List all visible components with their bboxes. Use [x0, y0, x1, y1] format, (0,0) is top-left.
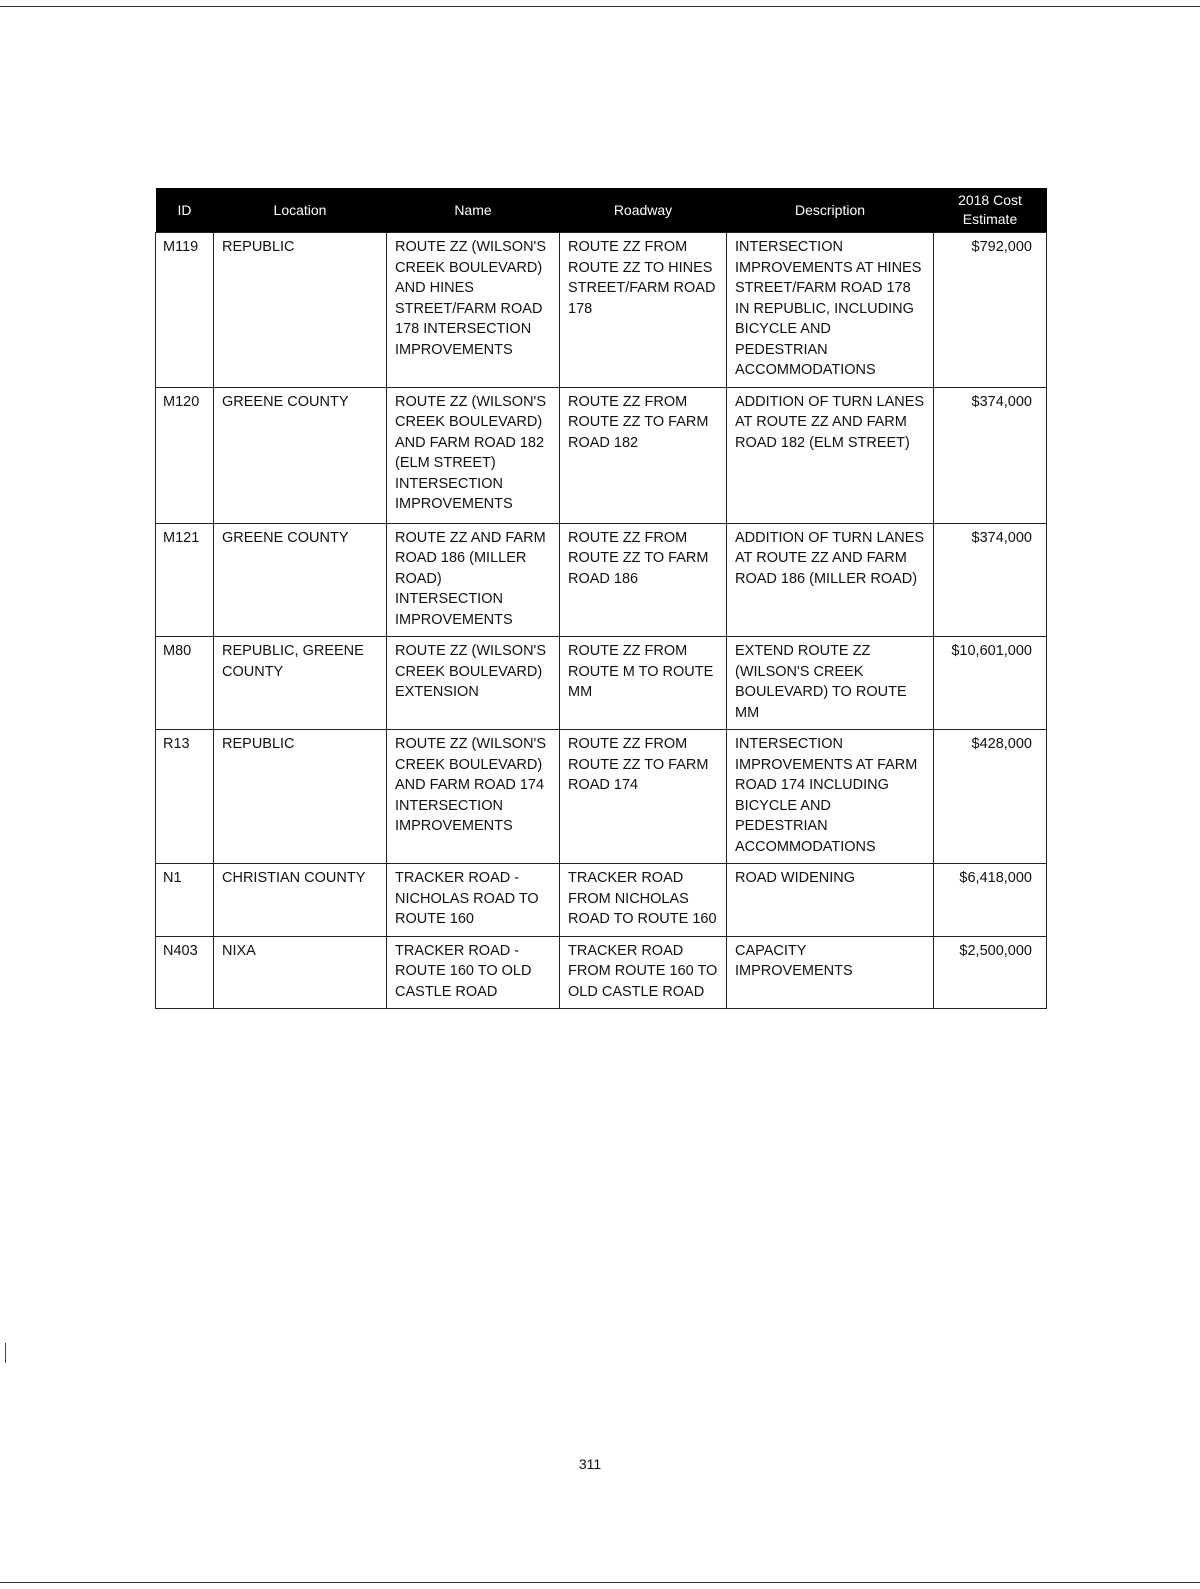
cell-roadway: ROUTE ZZ FROM ROUTE M TO ROUTE MM [560, 637, 727, 730]
cell-location: GREENE COUNTY [214, 523, 387, 637]
cell-location: REPUBLIC [214, 233, 387, 388]
header-location: Location [214, 188, 387, 233]
table-row [156, 233, 1047, 388]
cell-description: INTERSECTION IMPROVEMENTS AT HINES STREET/FARM ROAD 178 IN REPUBLIC, INCLUDING BICYCLE AND PEDESTRIAN ACCOMMODATIONS [727, 233, 934, 388]
table-body [156, 233, 1047, 1009]
cell-name: ROUTE ZZ (WILSON'S CREEK BOULEVARD) AND FARM ROAD 182 (ELM STREET) INTERSECTION IMPROVEMENTS [387, 387, 560, 523]
cell-cost: $428,000 [934, 730, 1047, 864]
cell-cost: $2,500,000 [934, 936, 1047, 1009]
cell-name: TRACKER ROAD - NICHOLAS ROAD TO ROUTE 160 [387, 864, 560, 937]
cell-id: N403 [156, 936, 214, 1009]
cell-name: ROUTE ZZ (WILSON'S CREEK BOULEVARD) AND FARM ROAD 174 INTERSECTION IMPROVEMENTS [387, 730, 560, 864]
cell-description: INTERSECTION IMPROVEMENTS AT FARM ROAD 174 INCLUDING BICYCLE AND PEDESTRIAN ACCOMMODATIONS [727, 730, 934, 864]
header-roadway: Roadway [560, 188, 727, 233]
cell-id: M121 [156, 523, 214, 637]
cell-location: NIXA [214, 936, 387, 1009]
bottom-scan-rule [0, 1582, 1200, 1583]
cell-roadway: TRACKER ROAD FROM ROUTE 160 TO OLD CASTLE ROAD [560, 936, 727, 1009]
cell-roadway: ROUTE ZZ FROM ROUTE ZZ TO HINES STREET/FARM ROAD 178 [560, 233, 727, 388]
left-scan-mark [5, 1343, 6, 1363]
cell-name: TRACKER ROAD - ROUTE 160 TO OLD CASTLE ROAD [387, 936, 560, 1009]
header-description: Description [727, 188, 934, 233]
cell-id: R13 [156, 730, 214, 864]
cell-cost: $792,000 [934, 233, 1047, 388]
table-row [156, 730, 1047, 864]
cell-location: REPUBLIC, GREENE COUNTY [214, 637, 387, 730]
cell-id: M80 [156, 637, 214, 730]
cell-cost: $374,000 [934, 387, 1047, 523]
cell-description: ADDITION OF TURN LANES AT ROUTE ZZ AND FARM ROAD 186 (MILLER ROAD) [727, 523, 934, 637]
header-cost-estimate: 2018 Cost Estimate [934, 188, 1047, 233]
cell-id: M119 [156, 233, 214, 388]
table-row [156, 523, 1047, 637]
cell-description: ADDITION OF TURN LANES AT ROUTE ZZ AND FARM ROAD 182 (ELM STREET) [727, 387, 934, 523]
header-id: ID [156, 188, 214, 233]
table-row [156, 936, 1047, 1009]
cell-description: CAPACITY IMPROVEMENTS [727, 936, 934, 1009]
cell-cost: $6,418,000 [934, 864, 1047, 937]
cell-description: ROAD WIDENING [727, 864, 934, 937]
cell-description: EXTEND ROUTE ZZ (WILSON'S CREEK BOULEVARD) TO ROUTE MM [727, 637, 934, 730]
cell-roadway: ROUTE ZZ FROM ROUTE ZZ TO FARM ROAD 182 [560, 387, 727, 523]
cell-location: GREENE COUNTY [214, 387, 387, 523]
cell-cost: $374,000 [934, 523, 1047, 637]
header-name: Name [387, 188, 560, 233]
cell-name: ROUTE ZZ (WILSON'S CREEK BOULEVARD) EXTENSION [387, 637, 560, 730]
table-row [156, 864, 1047, 937]
table-header [156, 188, 1047, 233]
cell-id: N1 [156, 864, 214, 937]
cell-roadway: ROUTE ZZ FROM ROUTE ZZ TO FARM ROAD 186 [560, 523, 727, 637]
cell-name: ROUTE ZZ (WILSON'S CREEK BOULEVARD) AND HINES STREET/FARM ROAD 178 INTERSECTION IMPROVEMENTS [387, 233, 560, 388]
page-number: 311 [578, 1456, 602, 1472]
cell-id: M120 [156, 387, 214, 523]
cell-name: ROUTE ZZ AND FARM ROAD 186 (MILLER ROAD) INTERSECTION IMPROVEMENTS [387, 523, 560, 637]
cell-cost: $10,601,000 [934, 637, 1047, 730]
projects-table [155, 188, 1047, 1009]
cell-roadway: TRACKER ROAD FROM NICHOLAS ROAD TO ROUTE 160 [560, 864, 727, 937]
cell-location: CHRISTIAN COUNTY [214, 864, 387, 937]
table-row [156, 387, 1047, 523]
table-row [156, 637, 1047, 730]
cell-roadway: ROUTE ZZ FROM ROUTE ZZ TO FARM ROAD 174 [560, 730, 727, 864]
cell-location: REPUBLIC [214, 730, 387, 864]
header-row [156, 188, 1047, 233]
top-scan-rule [0, 6, 1200, 7]
